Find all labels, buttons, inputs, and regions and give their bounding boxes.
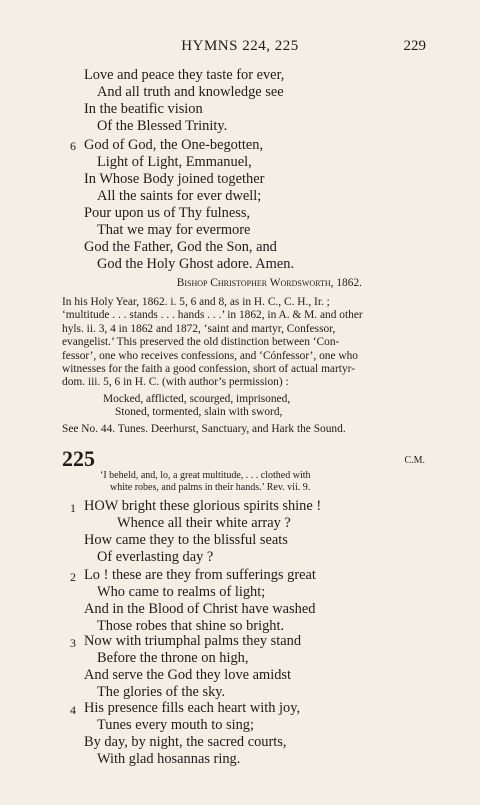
verse-line: And in the Blood of Christ have washed xyxy=(84,601,316,617)
verse-line: God the Father, God the Son, and xyxy=(84,239,277,255)
hymn-author: Bishop Christopher Wordsworth, 1862. xyxy=(176,277,362,289)
stanza-number: 2 xyxy=(70,570,76,584)
verse-line: Of everlasting day ? xyxy=(97,549,214,565)
verse-line: By day, by night, the sacred courts, xyxy=(84,734,287,750)
verse-line: The glories of the sky. xyxy=(97,684,226,700)
page-number: 229 xyxy=(403,38,426,54)
note-line: In his Holy Year, 1862. i. 5, 6 and 8, as in H. C., C. H., Ir. ; xyxy=(62,296,330,308)
verse-line: That we may for evermore xyxy=(97,222,251,238)
stanza-number: 3 xyxy=(70,636,76,650)
note-line: evangelist.’ This preserved the old distinction between ‘Con- xyxy=(62,336,340,349)
verse-line: God the Holy Ghost adore. Amen. xyxy=(97,256,295,272)
verse-line-first: HOW bright these glorious spirits shine ! xyxy=(84,498,322,514)
verse-line: Pour upon us of Thy fulness, xyxy=(84,205,251,221)
verse-line: With glad hosannas ring. xyxy=(97,751,241,767)
verse-line: Before the throne on high, xyxy=(97,650,249,666)
epigraph-line: ‘I beheld, and, lo, a great multitude, . . . clothed with xyxy=(100,470,311,481)
stanza-number: 1 xyxy=(70,501,76,515)
see-also-note: See No. 44. Tunes. Deerhurst, Sanctuary, and Hark the Sound. xyxy=(62,423,346,435)
verse-line: God of God, the One-begotten, xyxy=(84,137,264,153)
verse-line: Now with triumphal palms they stand xyxy=(84,633,302,649)
note-line: witnesses for the faith a good confession, short of actual martyr- xyxy=(62,363,355,375)
verse-line: All the saints for ever dwell; xyxy=(97,188,262,204)
hymn-number: 225 xyxy=(62,446,95,471)
quoted-line: Mocked, afflicted, scourged, imprisoned, xyxy=(103,393,291,405)
verse-line: His presence fills each heart with joy, xyxy=(84,700,301,716)
note-line: dom. iii. 5, 6 in H. C. (with author’s permission) : xyxy=(62,376,289,389)
epigraph-line: white robes, and palms in their hands.’ Rev. vii. 9. xyxy=(110,482,311,493)
verse-line: Tunes every mouth to sing; xyxy=(97,717,254,733)
verse-line: Who came to realms of light; xyxy=(97,584,266,600)
verse-line: Lo ! these are they from sufferings great xyxy=(84,567,316,583)
verse-line: Light of Light, Emmanuel, xyxy=(97,154,252,170)
verse-line: How came they to the blissful seats xyxy=(84,532,288,548)
running-header: HYMNS 224, 225 xyxy=(181,38,299,54)
verse-line: Love and peace they taste for ever, xyxy=(84,67,285,83)
note-line: hyls. ii. 3, 4 in 1862 and 1872, ‘saint and martyr, Confessor, xyxy=(62,322,336,335)
stanza-number: 4 xyxy=(70,703,76,717)
verse-line: In Whose Body joined together xyxy=(84,171,265,187)
verse-line: In the beatific vision xyxy=(84,101,203,117)
verse-line: And serve the God they love amidst xyxy=(84,667,292,683)
verse-line: And all truth and knowledge see xyxy=(97,84,284,100)
note-line: fessor’, one who receives confessions, and ‘Cónfessor’, one who xyxy=(62,349,358,362)
verse-line: Of the Blessed Trinity. xyxy=(97,118,228,134)
note-line: ‘multitude . . . stands . . . hands . . .’ in 1862, in A. & M. and other xyxy=(62,309,363,322)
hymn-meter: C.M. xyxy=(404,455,425,466)
verse-line: Whence all their white array ? xyxy=(117,515,291,531)
quoted-line: Stoned, tormented, slain with sword, xyxy=(115,406,283,419)
verse-line: Those robes that shine so bright. xyxy=(97,618,285,634)
stanza-number: 6 xyxy=(70,139,76,153)
